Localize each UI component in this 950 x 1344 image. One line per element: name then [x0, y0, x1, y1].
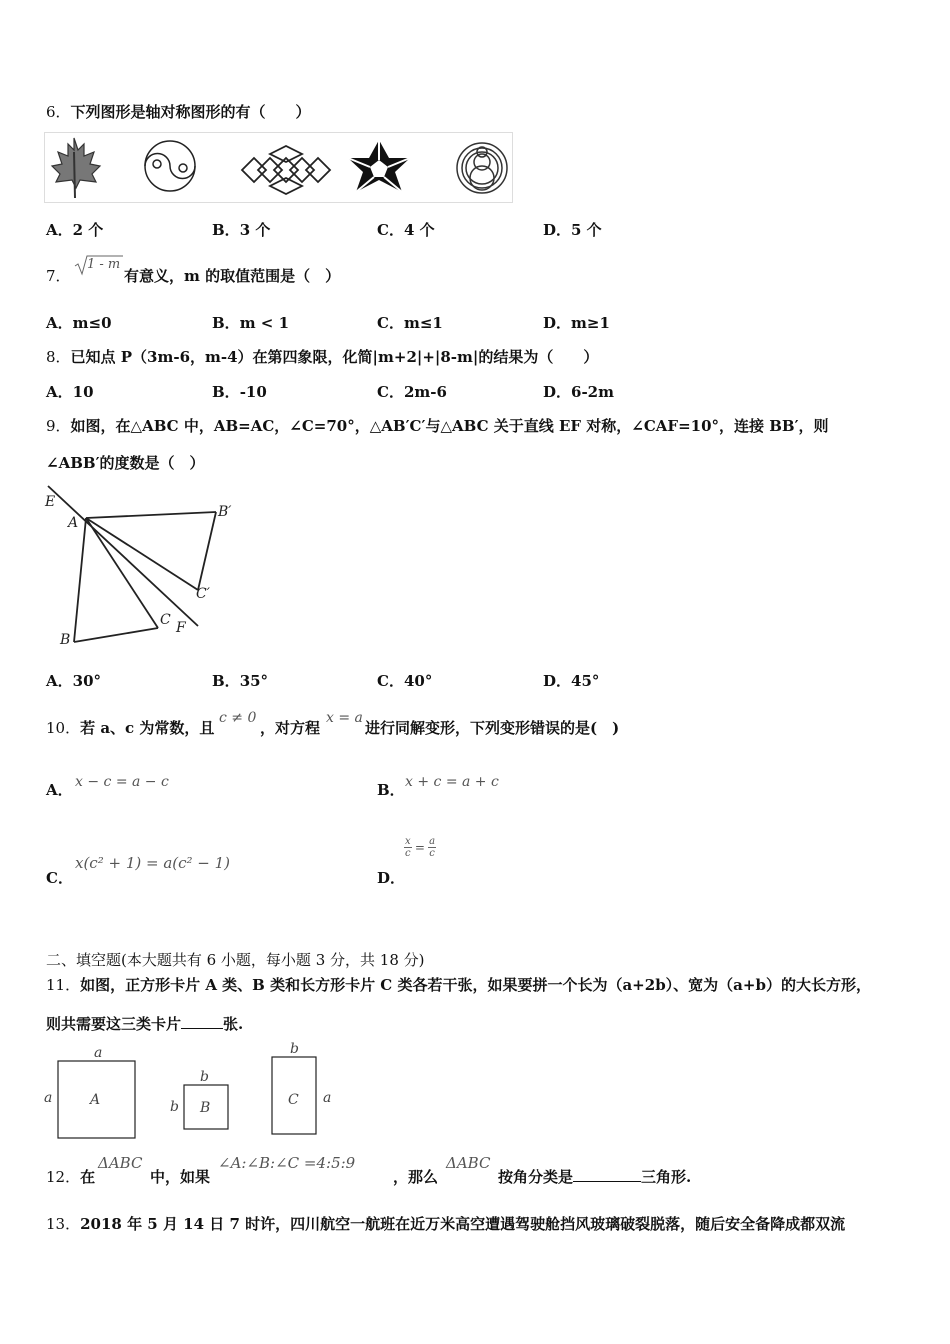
q12-text-d: 按角分类是 [498, 1168, 574, 1186]
q6-option-a-letter: A． [46, 221, 73, 239]
q9-option-d-letter: D． [543, 672, 572, 690]
q13-number: 13． [46, 1215, 81, 1233]
card-b-top-label: b [200, 1069, 209, 1085]
q6-option-c-text: 4 个 [403, 221, 435, 239]
card-c-top-label: b [290, 1041, 299, 1057]
q8-option-c-letter: C． [377, 383, 404, 401]
q6-option-b-letter: B． [212, 221, 240, 239]
q8-option-d[interactable] [543, 382, 614, 402]
q8-option-a-letter: A． [46, 383, 73, 401]
q12-triangle-2: ΔABC [446, 1154, 491, 1172]
maple-leaf-icon [52, 138, 100, 198]
q9-option-d-text: 45° [571, 672, 600, 690]
q9-number: 9． [46, 417, 71, 435]
q7-option-c-text: m≤1 [403, 314, 443, 332]
section2-title: 二、填空题(本大题共有 6 小题，每小题 3 分，共 18 分) [46, 951, 425, 969]
q6-option-a-text: 2 个 [72, 221, 104, 239]
q6-figures [44, 132, 514, 204]
q6-number: 6． [46, 103, 71, 121]
q9-label-a: A [68, 515, 79, 531]
q10-d-frac1-den: c [405, 848, 411, 859]
q7-option-c-letter: C． [377, 314, 404, 332]
q10-text-c: 进行同解变形，下列变形错误的是( ) [365, 719, 620, 737]
q8-option-c-text: 2m-6 [403, 383, 447, 401]
q11-stem-line2 [46, 1014, 243, 1034]
q7-option-a-letter: A． [46, 314, 73, 332]
q12-number: 12． [46, 1168, 81, 1186]
q6-option-a[interactable] [46, 220, 103, 240]
q9-option-b[interactable] [212, 671, 268, 691]
q10-option-a-expr: x − c = a − c [75, 774, 169, 790]
q6-option-d-text: 5 个 [571, 221, 602, 239]
q7-option-a[interactable] [46, 313, 112, 333]
q11-number: 11． [46, 976, 81, 994]
q8-text: 已知点 P（3m-6，m-4）在第四象限，化简|m+2|+|8-m|的结果为（ ） [70, 348, 599, 366]
q12-tail [498, 1167, 691, 1187]
q8-option-d-letter: D． [543, 383, 572, 401]
q10-d-equals: = [414, 840, 425, 855]
q10-condition: c ≠ 0 [219, 710, 257, 726]
q12-text-a: 在 [80, 1168, 96, 1186]
q10-d-frac2-num: a [429, 836, 436, 847]
q9-stem-line1 [46, 416, 829, 436]
star-pattern-icon [348, 140, 410, 192]
q10-option-c-letter: C． [46, 869, 73, 887]
q10-option-b-expr: x + c = a + c [405, 774, 499, 790]
card-c-name: C [288, 1092, 299, 1108]
q11-cards-figure [40, 1040, 340, 1145]
q11-text-line1: 如图，正方形卡片 A 类、B 类和长方形卡片 C 类各若干张，如果要拼一个长为（a+2b）、宽为（a+b）的大长方形， [80, 976, 871, 994]
q9-label-b-prime: B′ [218, 504, 232, 520]
card-c-side-label: a [323, 1090, 332, 1106]
q10-d-frac1-num: x [405, 836, 411, 847]
q10-equation: x = a [326, 710, 363, 726]
q8-stem [46, 347, 598, 367]
knot-pattern-icon [242, 146, 330, 194]
q10-option-a-letter: A． [46, 781, 73, 799]
q8-option-a-text: 10 [72, 383, 94, 401]
q9-label-c-prime: C′ [196, 586, 210, 602]
q10-option-d[interactable] [377, 868, 405, 888]
q12-text-e: 三角形. [641, 1168, 692, 1186]
q7-option-d-letter: D． [543, 314, 572, 332]
q10-option-d-expr [404, 836, 436, 859]
q12-ratio: ∠A:∠B:∠C =4:5:9 [218, 1154, 356, 1172]
q7-option-d-text: m≥1 [571, 314, 610, 332]
q8-option-c[interactable] [377, 382, 447, 402]
q9-option-a-text: 30° [72, 672, 102, 690]
card-b-name: B [200, 1100, 211, 1116]
q6-option-c[interactable] [377, 220, 435, 240]
q10-option-a[interactable] [46, 780, 73, 800]
q8-option-b-text: -10 [239, 383, 267, 401]
q12-answer-blank[interactable] [573, 1167, 641, 1182]
q10-option-c[interactable] [46, 868, 73, 888]
q7-option-a-text: m≤0 [72, 314, 112, 332]
q7-radical-content: 1 - m [87, 257, 121, 272]
q6-text: 下列图形是轴对称图形的有（ ） [70, 103, 311, 121]
q9-option-c-text: 40° [403, 672, 433, 690]
q8-option-a[interactable] [46, 382, 94, 402]
q12-stem [46, 1167, 95, 1187]
q12-text-c: ，那么 [393, 1168, 439, 1186]
q9-option-a-letter: A． [46, 672, 73, 690]
q13-stem [46, 1214, 845, 1234]
q10-d-frac2-den: c [429, 848, 435, 859]
q8-option-b[interactable] [212, 382, 267, 402]
q13-text: 2018 年 5 月 14 日 7 时许，四川航空一航班在近万米高空遭遇驾驶舱挡风玻璃破裂脱落，随后安全备降成都双流 [80, 1215, 846, 1233]
q9-option-a[interactable] [46, 671, 101, 691]
q9-label-e: E [45, 494, 56, 510]
q10-text-b: ，对方程 [260, 719, 321, 737]
q11-stem-line1 [46, 975, 871, 995]
nested-circles-icon [457, 143, 507, 193]
q8-option-b-letter: B． [212, 383, 240, 401]
q10-option-d-letter: D． [377, 869, 406, 887]
q6-stem [46, 102, 311, 122]
q9-option-c[interactable] [377, 671, 432, 691]
q6-option-b[interactable] [212, 220, 270, 240]
q7-option-b-text: m < 1 [239, 314, 290, 332]
q9-option-b-letter: B． [212, 672, 240, 690]
q7-option-c[interactable] [377, 313, 443, 333]
q9-label-c: C [160, 612, 171, 628]
card-a-side-label: a [44, 1090, 53, 1106]
q7-text: 有意义，m 的取值范围是（ ） [124, 267, 341, 285]
card-a-top-label: a [94, 1045, 103, 1061]
q10-text-a: 若 a、c 为常数，且 [80, 719, 215, 737]
q7-option-b[interactable] [212, 313, 289, 333]
yin-yang-icon [145, 141, 195, 191]
q10-option-b-letter: B． [377, 781, 405, 799]
q8-number: 8． [46, 348, 71, 366]
q11-answer-blank[interactable] [181, 1014, 223, 1029]
q9-text-line1: 如图，在△ABC 中，AB=AC，∠C=70°，△AB′C′与△ABC 关于直线 EF 对称，∠CAF=10°，连接 BB′，则 [70, 417, 829, 435]
q7-stem [46, 266, 71, 286]
card-a-name: A [90, 1092, 101, 1108]
q9-figure [40, 482, 250, 652]
q12-text-b: 中，如果 [150, 1168, 211, 1186]
card-b-side-label: b [170, 1099, 179, 1115]
q6-option-b-text: 3 个 [239, 221, 271, 239]
q9-label-f: F [176, 620, 186, 636]
q6-option-d-letter: D． [543, 221, 572, 239]
q6-option-c-letter: C． [377, 221, 404, 239]
q12-triangle-1: ΔABC [98, 1154, 143, 1172]
q7-number: 7． [46, 267, 71, 285]
q7-option-d[interactable] [543, 313, 610, 333]
q9-option-d[interactable] [543, 671, 599, 691]
q10-option-b[interactable] [377, 780, 405, 800]
q7-option-b-letter: B． [212, 314, 240, 332]
q11-text-line2-b: 张. [223, 1015, 244, 1033]
q9-option-b-text: 35° [239, 672, 269, 690]
q10-stem [46, 718, 214, 738]
q9-stem-line2: ∠ABB′的度数是（ ） [46, 454, 205, 472]
q11-text-line2-a: 则共需要这三类卡片 [46, 1015, 182, 1033]
q10-option-c-expr: x(c² + 1) = a(c² − 1) [75, 854, 231, 872]
q9-label-b: B [60, 632, 71, 648]
q6-option-d[interactable] [543, 220, 602, 240]
q9-option-c-letter: C． [377, 672, 404, 690]
q10-number: 10． [46, 719, 81, 737]
q8-option-d-text: 6-2m [571, 383, 614, 401]
